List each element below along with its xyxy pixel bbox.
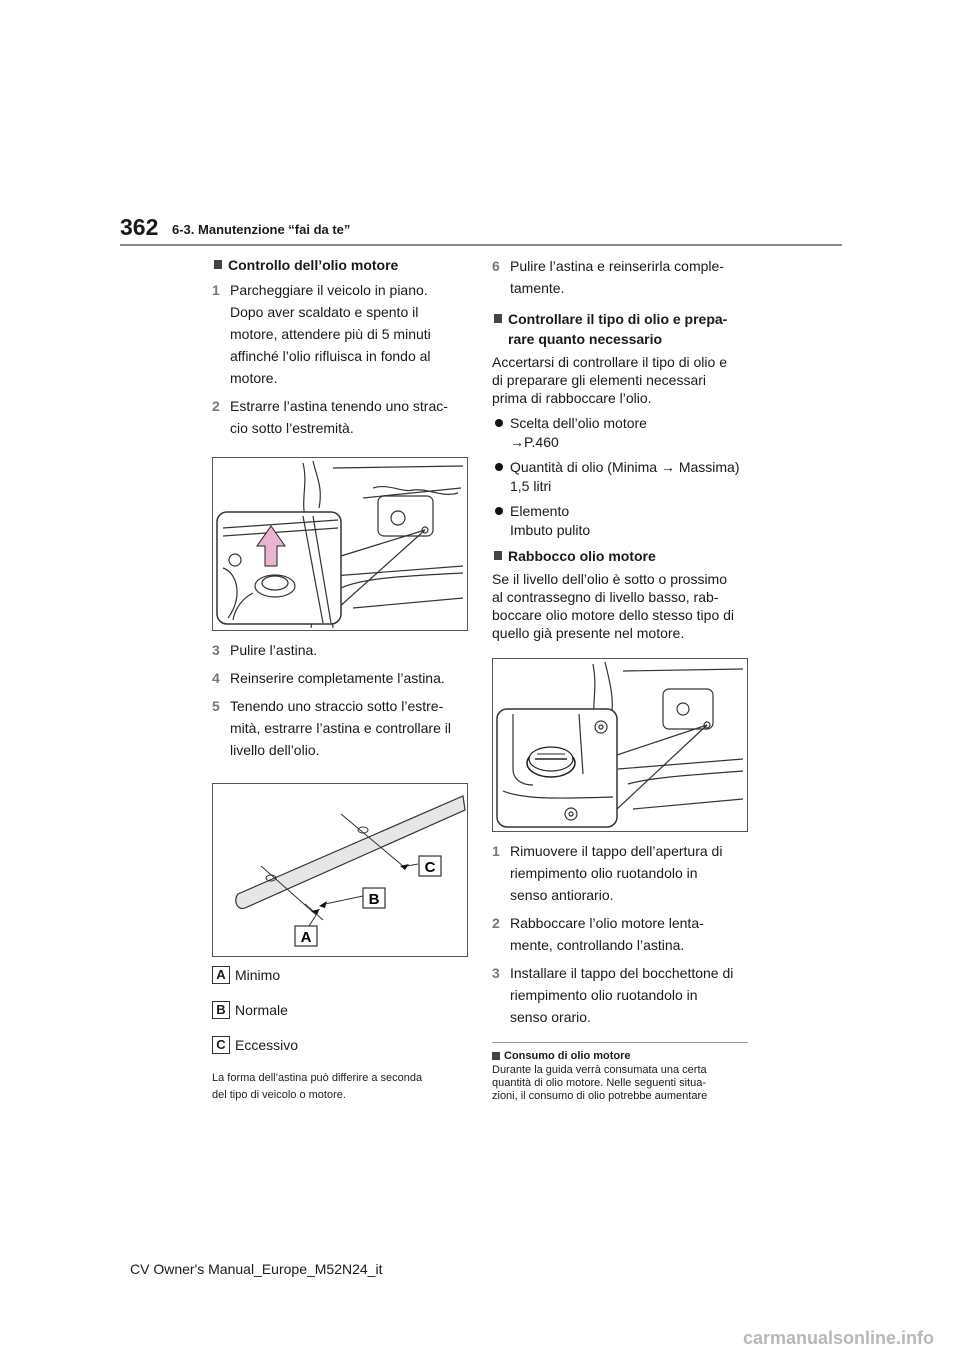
label-a: A: [300, 929, 312, 946]
section-title: 6-3. Manutenzione “fai da te”: [172, 222, 351, 237]
para-line: Accertarsi di controllare il tipo di olio e: [492, 354, 727, 370]
engine-bay-drawing: [213, 458, 467, 630]
step-line: senso antiorario.: [510, 887, 614, 903]
watermark[interactable]: carmanualsonline.info: [742, 1328, 934, 1348]
legend-eccessivo: [212, 1035, 468, 1055]
bullet-line: Scelta dell’olio motore: [510, 415, 647, 431]
step-line: mità, estrarre l’astina e controllare il: [230, 720, 451, 736]
step-line: Dopo aver scaldato e spento il: [230, 304, 419, 320]
step-line: tamente.: [510, 280, 565, 296]
step-line: riempimento olio ruotandolo in: [510, 865, 698, 881]
step-5: [212, 695, 468, 761]
para-line: boccare olio motore dello stesso tipo di: [492, 607, 735, 623]
step-line: affinché l’olio rifluisca in fondo al: [230, 348, 431, 364]
engine-dipstick-illustration: [212, 457, 468, 631]
bullet-oil-choice: [492, 414, 748, 452]
step-line: motore, attendere più di 5 minuti: [230, 326, 431, 342]
step-number: 4: [212, 670, 220, 686]
step-line: Parcheggiare il veicolo in piano.: [230, 282, 428, 298]
consumption-divider: [492, 1042, 748, 1043]
right-column: [492, 255, 748, 1103]
refill-paragraph: [492, 570, 748, 642]
step-line: cio sotto l’estremità.: [230, 420, 354, 436]
heading-line: Controllare il tipo di olio e prepa-: [508, 311, 728, 327]
small-line: quantità di olio motore. Nelle seguenti situa-: [492, 1077, 707, 1089]
step-line: motore.: [230, 370, 278, 386]
step-line: Estrarre l’astina tenendo uno strac-: [230, 398, 448, 414]
arrow-marker-b: [319, 901, 327, 908]
label-c: C: [424, 859, 436, 876]
step-4: [212, 667, 468, 689]
filler-cap-drawing: [493, 659, 747, 831]
manual-footer: CV Owner's Manual_Europe_M52N24_it: [130, 1261, 383, 1277]
step-number: 6: [492, 258, 500, 274]
step-line: Pulire l’astina e reinserirla comple-: [510, 258, 724, 274]
small-line: zioni, il consumo di olio potrebbe aumentare: [492, 1090, 708, 1102]
legend-key: C: [212, 1036, 230, 1054]
bullet-oil-quantity: [492, 458, 748, 496]
legend-minimo: [212, 965, 468, 985]
step-line: Reinserire completamente l’astina.: [230, 670, 445, 686]
legend-text: Minimo: [235, 967, 281, 983]
refill-step-3: [492, 962, 748, 1028]
heading-line: rare quanto necessario: [508, 331, 663, 347]
step-1: [212, 279, 468, 389]
step-number: 3: [492, 965, 500, 981]
step-line: Pulire l’astina.: [230, 642, 318, 658]
dipstick-drawing: [213, 784, 467, 956]
heading-oil-consumption: Consumo di olio motore: [492, 1049, 748, 1064]
page-reference-link[interactable]: →P.460: [510, 434, 559, 450]
note-line: La forma dell’astina può differire a seconda: [212, 1072, 423, 1084]
oil-filler-cap-illustration: [492, 658, 748, 832]
note-line: del tipo di veicolo o motore.: [212, 1089, 346, 1101]
step-line: Rimuovere il tappo dell’apertura di: [510, 843, 723, 859]
legend-text: Normale: [235, 1002, 288, 1018]
bullet-line: Elemento: [510, 503, 570, 519]
step-line: mente, controllando l’astina.: [510, 937, 685, 953]
header-divider: [120, 244, 842, 246]
heading-oil-type: [492, 309, 748, 349]
para-line: quello già presente nel motore.: [492, 625, 685, 641]
step-number: 2: [212, 398, 220, 414]
dipstick-note: [212, 1070, 468, 1104]
step-line: Installare il tappo del bocchettone di: [510, 965, 734, 981]
step-line: riempimento olio ruotandolo in: [510, 987, 698, 1003]
step-line: Tenendo uno straccio sotto l’estre-: [230, 698, 444, 714]
bullet-line: Imbuto pulito: [510, 522, 591, 538]
legend-key: B: [212, 1001, 230, 1019]
label-b: B: [368, 891, 380, 908]
legend-text: Eccessivo: [235, 1037, 299, 1053]
small-line: Durante la guida verrà consumata una certa: [492, 1064, 707, 1076]
step-number: 1: [212, 282, 220, 298]
para-line: di preparare gli elementi necessari: [492, 372, 706, 388]
step-number: 5: [212, 698, 220, 714]
consumption-text: [492, 1064, 748, 1103]
bullet-line: Quantità di olio (Minima → Massima): [510, 459, 740, 475]
step-line: senso orario.: [510, 1009, 591, 1025]
para-line: Se il livello dell’olio è sotto o prossimo: [492, 571, 727, 587]
bullet-line: 1,5 litri: [510, 478, 552, 494]
left-column: [212, 255, 468, 1104]
legend-normale: [212, 1000, 468, 1020]
heading-oil-check: Controllo dell’olio motore: [212, 255, 468, 275]
refill-step-2: [492, 912, 748, 956]
heading-oil-refill: Rabbocco olio motore: [492, 546, 748, 566]
step-3: [212, 639, 468, 661]
step-line: livello dell’olio.: [230, 742, 320, 758]
para-line: prima di rabboccare l’olio.: [492, 390, 652, 406]
refill-step-1: [492, 840, 748, 906]
bullet-item: [492, 502, 748, 540]
legend-key: A: [212, 966, 230, 984]
step-number: 2: [492, 915, 500, 931]
step-line: Rabboccare l’olio motore lenta-: [510, 915, 704, 931]
oil-type-paragraph: [492, 353, 748, 407]
step-number: 3: [212, 642, 220, 658]
step-2: [212, 395, 468, 439]
step-number: 1: [492, 843, 500, 859]
page-number: 362: [120, 214, 159, 240]
para-line: al contrassegno di livello basso, rab-: [492, 589, 719, 605]
step-6: [492, 255, 748, 299]
dipstick-level-illustration: [212, 783, 468, 957]
